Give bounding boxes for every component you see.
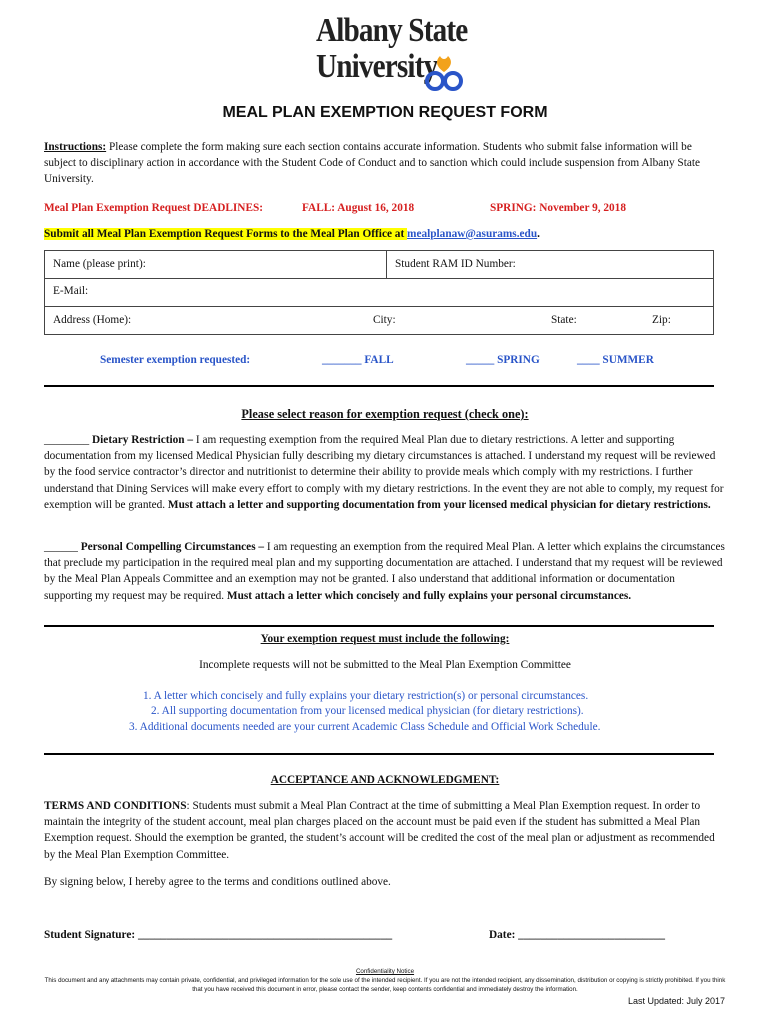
dietary-restriction-option[interactable]	[44, 432, 726, 513]
agree-statement: By signing below, I hereby agree to the terms and conditions outlined above.	[44, 876, 391, 888]
deadline-fall: FALL: August 16, 2018	[302, 202, 415, 214]
personal-label: Personal Compelling Circumstances –	[77, 541, 267, 553]
email-field[interactable]	[44, 278, 714, 307]
submit-instructions	[44, 226, 540, 242]
reason-heading: Please select reason for exemption request (check one):	[241, 407, 529, 421]
divider	[44, 625, 714, 627]
address-field[interactable]	[44, 306, 714, 335]
instructions-label: Instructions:	[44, 141, 107, 153]
semester-spring-option[interactable]: _____ SPRING	[466, 354, 540, 366]
address-field-label: Address (Home):	[53, 314, 132, 326]
terms-label: TERMS AND CONDITIONS	[44, 800, 187, 812]
email-field-label: E-Mail:	[53, 285, 89, 297]
confidentiality-heading: Confidentiality Notice	[355, 968, 415, 975]
personal-text: I am requesting an exemption from the required Meal Plan. A letter which explains the circumstances that preclude my participation in the required meal plan and my supporting documentation are attached. I understand that my request will be reviewed by the Meal Plan Appeals Committee and an exemption may not be granted. I also understand that additional information or documentation supporting my request may be required.	[44, 541, 725, 602]
deadlines-label: Meal Plan Exemption Request DEADLINES:	[44, 202, 264, 214]
include-note: Incomplete requests will not be submitted to the Meal Plan Exemption Committee	[199, 659, 571, 671]
personal-circumstances-option[interactable]	[44, 539, 726, 604]
last-updated: Last Updated: July 2017	[628, 996, 726, 1006]
dietary-must-attach: Must attach a letter and supporting documentation from your licensed medical physician for dietary restrictions.	[167, 498, 711, 511]
zip-field-label: Zip:	[652, 314, 671, 326]
submit-email-link[interactable]: mealplanaw@asurams.edu	[407, 228, 538, 240]
submit-text: Submit all Meal Plan Exemption Request Forms to the Meal Plan Office at	[44, 228, 408, 240]
semester-label: Semester exemption requested:	[100, 354, 251, 366]
divider	[44, 753, 714, 755]
ram-id-field[interactable]	[386, 250, 714, 279]
name-field[interactable]	[44, 250, 387, 279]
student-signature-field[interactable]: Student Signature: _____________________________________________	[44, 929, 393, 941]
dietary-text: I am requesting exemption from the required Meal Plan due to dietary restrictions. A letter and supporting documentation from my licensed Medical Physician fully describing my dietary circumstances is attached. I understand my request will be reviewed by the food service contractor’s director and nutritionist to determine their ability to provide meals which comply with my restrictions. I further understand that Dining Services will make every effort to comply with my dietary restrictions. In the event they are not able to comply, my request for exemption will be granted.	[44, 434, 724, 511]
personal-must-attach: Must attach a letter which concisely and fully explains your personal circumstances.	[226, 589, 632, 602]
include-item-3: 3. Additional documents needed are your current Academic Class Schedule and Official Work Schedule.	[129, 721, 601, 733]
city-field-label: City:	[373, 314, 396, 326]
include-heading: Your exemption request must include the following:	[260, 633, 510, 645]
semester-fall-option[interactable]: _______ FALL	[322, 354, 394, 366]
include-item-1: 1. A letter which concisely and fully explains your dietary restriction(s) or personal circumstances.	[143, 690, 589, 702]
form-title: MEAL PLAN EXEMPTION REQUEST FORM	[222, 104, 548, 121]
dietary-checkbox-blank[interactable]: ________	[44, 434, 90, 446]
personal-checkbox-blank[interactable]: ______	[44, 541, 78, 553]
acceptance-heading: ACCEPTANCE AND ACKNOWLEDGMENT:	[270, 774, 500, 786]
logo-text-albany-state: Albany State	[316, 12, 468, 49]
ram-logo-icon	[424, 52, 468, 92]
submit-period: .	[537, 228, 540, 240]
include-item-2: 2. All supporting documentation from your licensed medical physician (for dietary restrictions).	[151, 705, 584, 717]
terms-text: : Students must submit a Meal Plan Contract at the time of submitting a Meal Plan Exemption request. In order to maintain the integrity of the student account, meal plan charges placed on the account must be paid even if the student has submitted a Meal Plan Exemption request. Should the exemption be granted, the student’s account will be credited the cost of the meal plan or adjustment as recommended by the Meal Plan Exemption Committee.	[44, 800, 715, 861]
instructions-text: Please complete the form making sure each section contains accurate information. Students who submit false information will be subject to disciplinary action in accordance with the Student Code of Conduct and to sanction which could include suspension from Albany State University.	[44, 141, 701, 186]
state-field-label: State:	[551, 314, 577, 326]
semester-summer-option[interactable]: ____ SUMMER	[577, 354, 654, 366]
date-field[interactable]: Date: __________________________	[489, 929, 666, 941]
instructions	[44, 139, 724, 188]
terms-and-conditions	[44, 798, 726, 863]
logo-text-university: University	[316, 48, 438, 85]
divider	[44, 385, 714, 387]
ram-id-field-label: Student RAM ID Number:	[395, 258, 516, 270]
deadline-spring: SPRING: November 9, 2018	[490, 202, 626, 214]
confidentiality-text: This document and any attachments may contain private, confidential, and privileged information for the sole use of the intended recipient. If you are not the intended recipient, any dissemination, distribution or copying is strictly prohibited. If you think that you have received this document in error, please contact the sender, keep contents confidential and immediately destroy the information.	[44, 977, 726, 993]
name-field-label: Name (please print):	[53, 258, 146, 270]
dietary-label: Dietary Restriction –	[89, 434, 196, 446]
